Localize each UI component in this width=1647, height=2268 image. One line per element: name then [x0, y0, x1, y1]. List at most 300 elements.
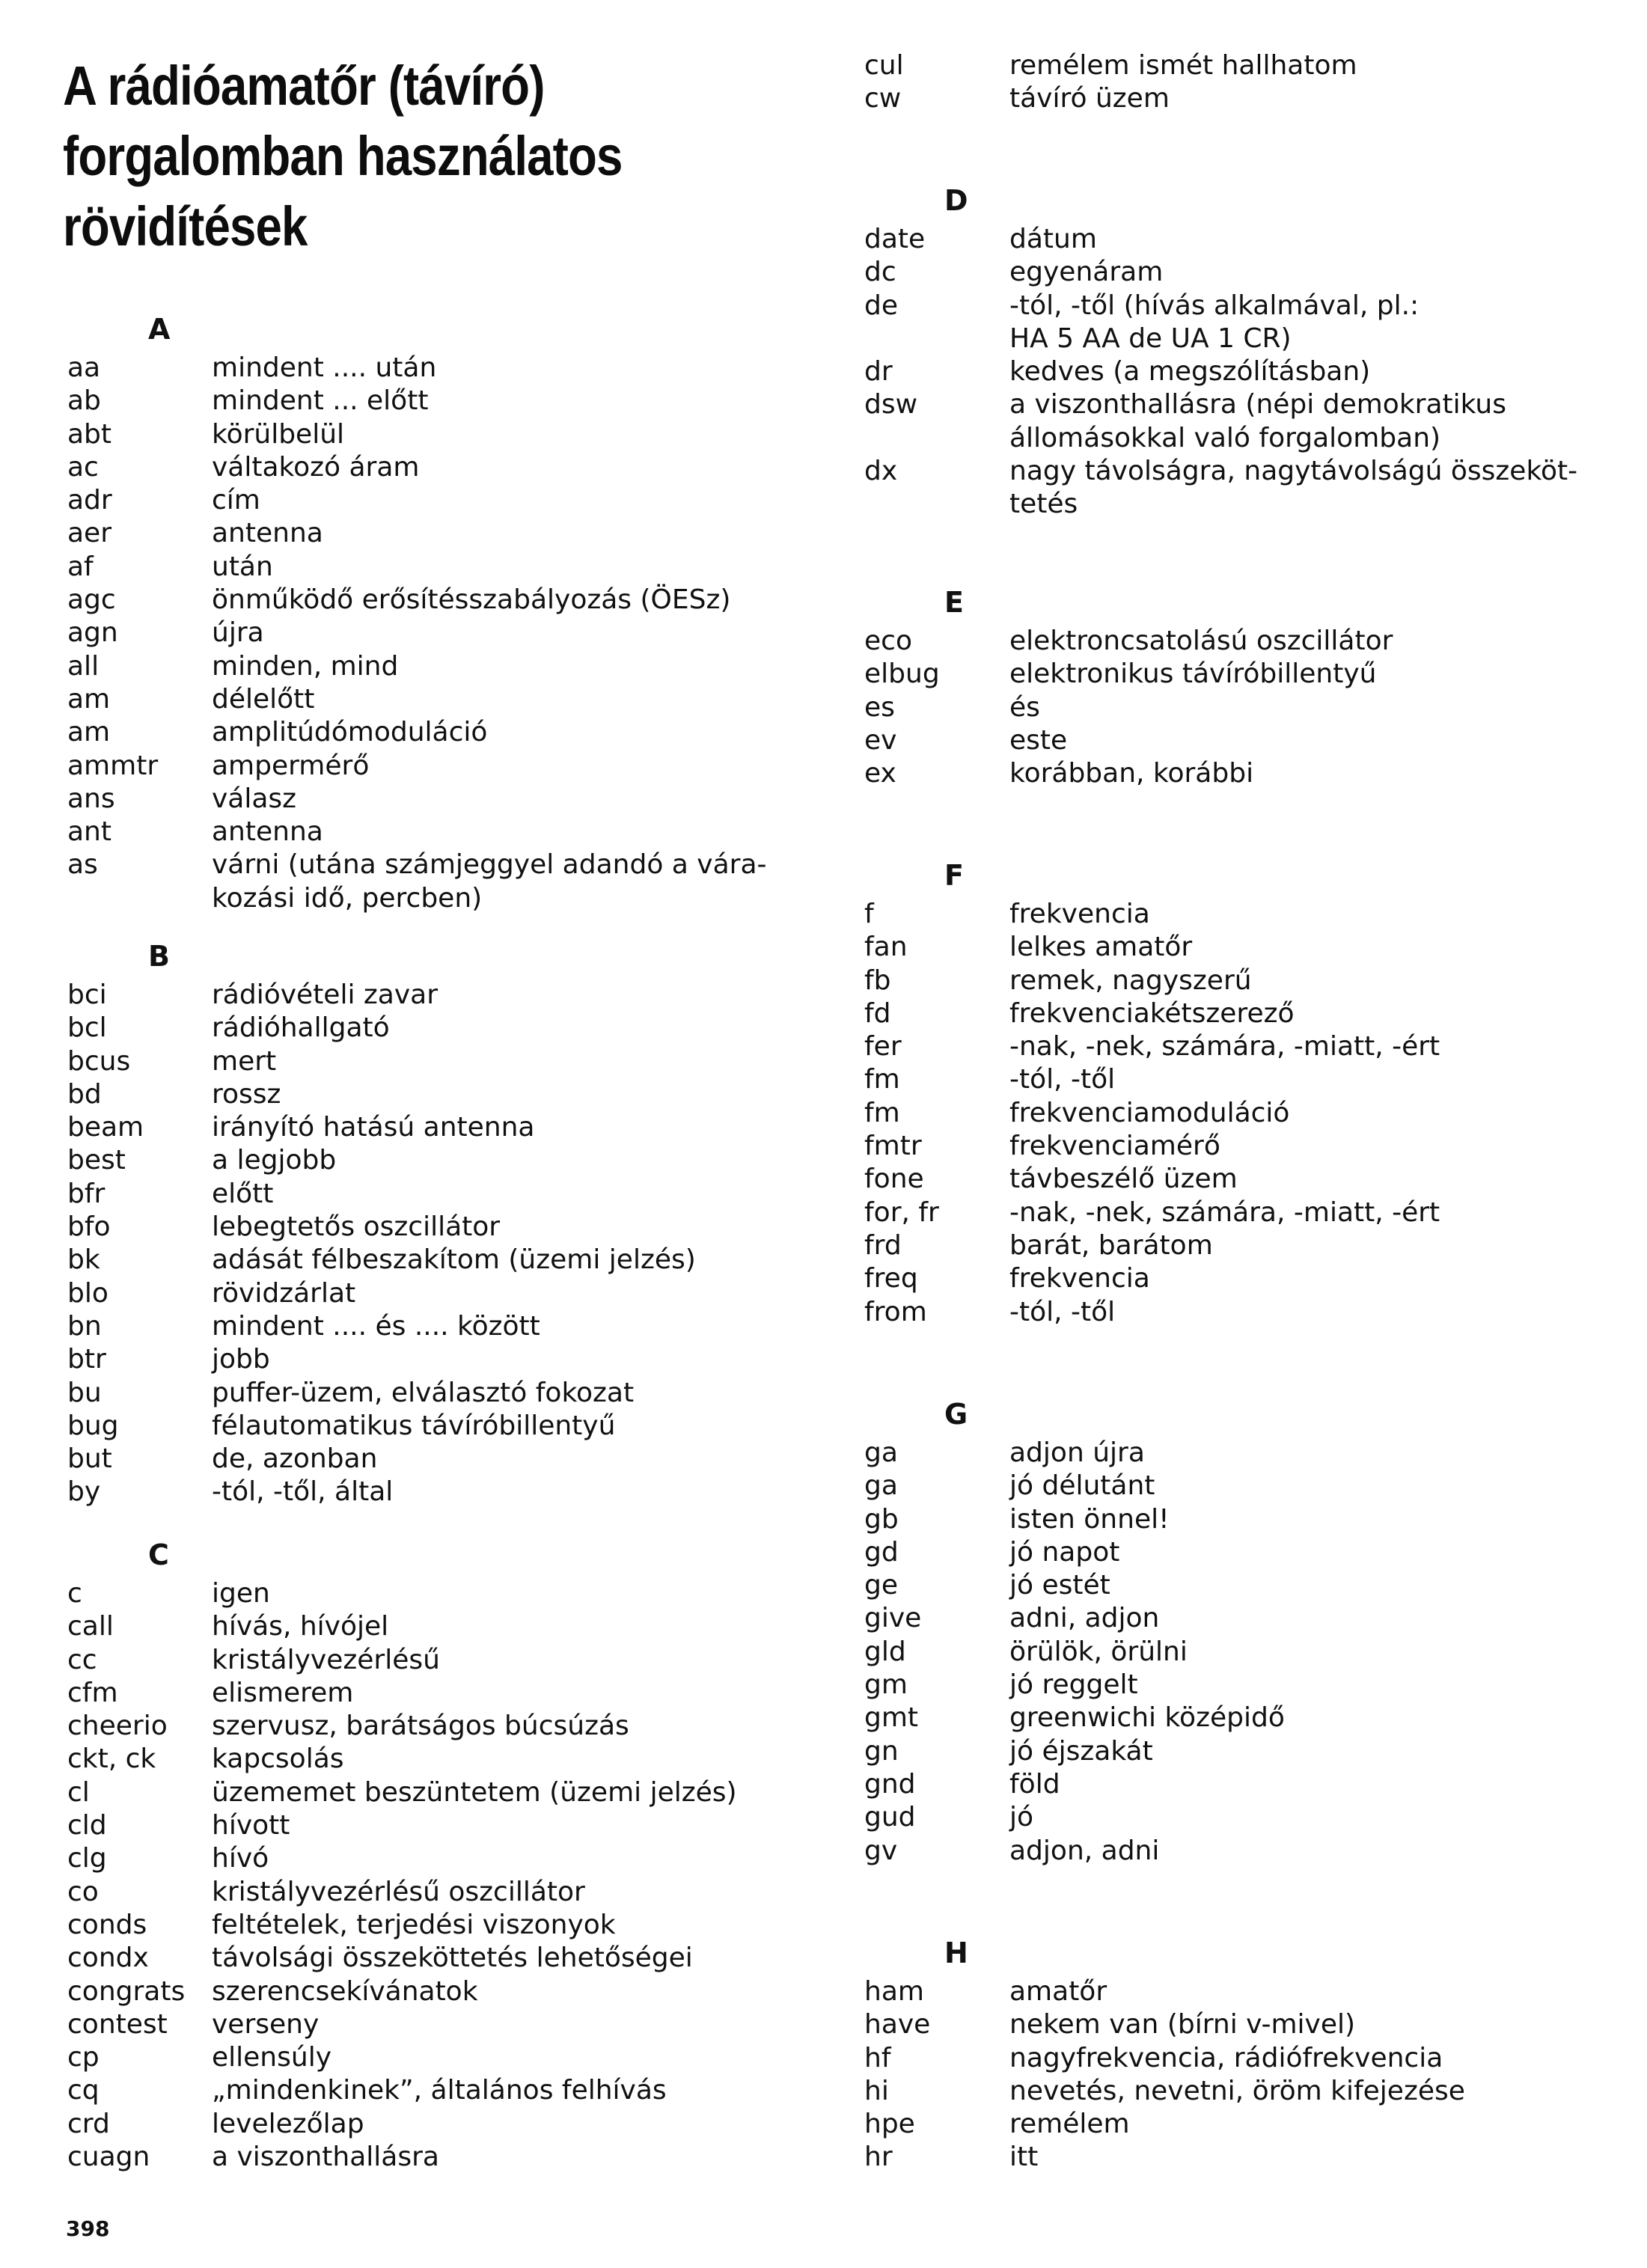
abbreviation: c [67, 1578, 82, 1609]
meaning: irányító hatású antenna [212, 1112, 535, 1143]
meaning: váltakozó áram [212, 451, 420, 483]
entry-row [864, 1503, 1285, 1536]
entry-list [864, 898, 1440, 1329]
entry-row [67, 882, 767, 915]
meaning: frekvenciamérő [1009, 1131, 1220, 1162]
abbreviation: fone [864, 1164, 924, 1195]
entry-row [67, 1942, 737, 1975]
abbreviation: agn [67, 617, 118, 649]
entry-row [67, 683, 767, 716]
abbreviation: adr [67, 485, 112, 516]
meaning: mindent ... előtt [212, 385, 429, 417]
meaning: rossz [212, 1078, 281, 1110]
entry-list [864, 1975, 1465, 2174]
entry-row [67, 1343, 696, 1376]
meaning: előtt [212, 1178, 274, 1209]
entry-list [67, 352, 767, 915]
entry-row [67, 1710, 737, 1743]
abbreviation: fmtr [864, 1131, 922, 1162]
entry-row [67, 979, 696, 1012]
meaning: HA 5 AA de UA 1 CR) [1009, 323, 1292, 354]
meaning: kozási idő, percben) [212, 882, 483, 914]
meaning: ampermérő [212, 750, 370, 781]
abbreviation: bu [67, 1377, 102, 1408]
meaning: a viszonthallásra [212, 2142, 439, 2173]
abbreviation: cheerio [67, 1711, 168, 1742]
abbreviation: gv [864, 1835, 898, 1866]
entry-row [67, 783, 767, 816]
meaning: önműködő erősítésszabályozás (ÖESz) [212, 584, 731, 616]
meaning: antenna [212, 518, 323, 549]
entry-row [864, 997, 1440, 1030]
meaning: és [1009, 691, 1040, 723]
meaning: jó estét [1009, 1570, 1110, 1601]
entry-row [864, 2075, 1465, 2108]
abbreviation: gb [864, 1503, 899, 1535]
abbreviation: contest [67, 2008, 168, 2040]
entry-row [864, 323, 1577, 355]
abbreviation: gm [864, 1669, 908, 1701]
abbreviation: bcus [67, 1045, 131, 1077]
meaning: -nak, -nek, számára, -miatt, -ért [1009, 1031, 1440, 1063]
abbreviation: cp [67, 2042, 100, 2073]
meaning: lelkes amatőr [1009, 932, 1193, 963]
meaning: antenna [212, 816, 323, 848]
abbreviation: fm [864, 1064, 900, 1095]
meaning: ellensúly [212, 2042, 331, 2073]
entry-row [67, 1776, 737, 1809]
entry-row [864, 223, 1577, 256]
entry-row [67, 551, 767, 584]
abbreviation: dsw [864, 389, 918, 421]
meaning: feltételek, terjedési viszonyok [212, 1909, 616, 1940]
entry-row [67, 750, 767, 783]
meaning: adását félbeszakítom (üzemi jelzés) [212, 1244, 696, 1276]
entry-row [864, 1437, 1285, 1470]
abbreviation: blo [67, 1277, 109, 1309]
meaning: hívott [212, 1810, 290, 1841]
meaning: szerencsekívánatok [212, 1975, 478, 2007]
meaning: -tól, -től [1009, 1296, 1116, 1327]
entry-row [864, 1130, 1440, 1163]
entry-row [67, 2108, 737, 2141]
meaning: jobb [212, 1344, 270, 1375]
meaning: -tól, -től [1009, 1064, 1116, 1095]
abbreviation: give [864, 1603, 922, 1634]
meaning: remélem [1009, 2109, 1130, 2140]
abbreviation: cld [67, 1810, 107, 1841]
abbreviation: fb [864, 965, 891, 996]
abbreviation: congrats [67, 1975, 186, 2007]
abbreviation: hf [864, 2042, 891, 2073]
entry-row [864, 1602, 1285, 1635]
section-letter: B [148, 940, 170, 973]
meaning: frekvencia [1009, 1263, 1150, 1295]
abbreviation: hpe [864, 2109, 915, 2140]
entry-row [864, 1536, 1285, 1569]
entry-row [67, 1876, 737, 1909]
abbreviation: bci [67, 979, 107, 1010]
entry-row [864, 1196, 1440, 1229]
entry-row [864, 256, 1577, 289]
entry-row [864, 1636, 1285, 1669]
entry-row [864, 2042, 1465, 2075]
entry-row [864, 625, 1393, 658]
abbreviation: de [864, 290, 898, 321]
entry-row [67, 1476, 696, 1509]
abbreviation: ant [67, 816, 111, 848]
section-letter: A [148, 313, 171, 346]
meaning: jó [1009, 1802, 1034, 1833]
meaning: rádióvételi zavar [212, 979, 439, 1010]
abbreviation: co [67, 1876, 99, 1907]
entry-row [864, 1163, 1440, 1196]
abbreviation: but [67, 1443, 112, 1475]
meaning: nevetés, nevetni, öröm kifejezése [1009, 2075, 1465, 2106]
entry-row [864, 1229, 1440, 1262]
entry-row [864, 2008, 1465, 2041]
entry-row [864, 931, 1440, 964]
abbreviation: gud [864, 1802, 916, 1833]
abbreviation: crd [67, 2108, 110, 2139]
entry-row [864, 49, 1357, 82]
abbreviation: from [864, 1296, 927, 1327]
abbreviation: btr [67, 1344, 106, 1375]
abbreviation: have [864, 2009, 931, 2041]
abbreviation: ga [864, 1437, 898, 1468]
section-letter: C [148, 1538, 169, 1571]
meaning: tetés [1009, 489, 1078, 520]
entry-row [864, 691, 1393, 724]
entry-row [864, 1097, 1440, 1130]
meaning: elismerem [212, 1677, 354, 1708]
entry-row [864, 1975, 1465, 2008]
meaning: kristályvezérlésű oszcillátor [212, 1876, 585, 1907]
entry-row [864, 388, 1577, 421]
entry-row [67, 2074, 737, 2107]
meaning: egyenáram [1009, 257, 1164, 288]
meaning: „mindenkinek”, általános felhívás [212, 2075, 667, 2106]
abbreviation: fer [864, 1031, 902, 1063]
entry-row [67, 1443, 696, 1476]
entry-row [864, 724, 1393, 757]
abbreviation: gd [864, 1536, 899, 1568]
meaning: szervusz, barátságos búcsúzás [212, 1711, 629, 1742]
abbreviation: aa [67, 352, 101, 383]
meaning: nagyfrekvencia, rádiófrekvencia [1009, 2042, 1443, 2073]
entry-row [864, 1801, 1285, 1834]
meaning: után [212, 551, 273, 582]
abbreviation: cw [864, 83, 902, 114]
meaning: amatőr [1009, 1976, 1107, 2007]
entry-row [864, 658, 1393, 691]
section-letter: H [944, 1937, 968, 1969]
abbreviation: ckt, ck [67, 1743, 156, 1775]
meaning: félautomatikus távíróbillentyű [212, 1410, 616, 1441]
abbreviation: freq [864, 1263, 918, 1295]
abbreviation [864, 422, 1009, 455]
entry-row [864, 1835, 1285, 1868]
entry-row [67, 1610, 737, 1643]
abbreviation: aer [67, 518, 112, 549]
abbreviation [864, 323, 1009, 355]
section-letter: F [944, 859, 964, 892]
entry-row [864, 1063, 1440, 1096]
abbreviation: for, fr [864, 1196, 939, 1228]
abbreviation: f [864, 899, 874, 929]
meaning: a legjobb [212, 1145, 337, 1176]
entry-row [67, 1244, 696, 1277]
entry-row [67, 1277, 696, 1310]
meaning: verseny [212, 2008, 320, 2040]
abbreviation: bcl [67, 1012, 107, 1044]
meaning: levelezőlap [212, 2108, 364, 2139]
abbreviation: cfm [67, 1677, 118, 1708]
abbreviation: am [67, 717, 111, 748]
entry-row [67, 1111, 696, 1144]
title-line-2: forgalomban használatos [63, 125, 623, 187]
entry-row [67, 1410, 696, 1443]
entry-row [67, 451, 767, 484]
meaning: állomásokkal való forgalomban) [1009, 422, 1441, 453]
meaning: a viszonthallásra (népi demokratikus [1009, 389, 1506, 421]
meaning: frekvencia [1009, 899, 1150, 929]
entry-row [67, 1078, 696, 1111]
abbreviation: ans [67, 783, 115, 814]
meaning: jó délutánt [1009, 1470, 1155, 1502]
entry-row [67, 584, 767, 617]
entry-row [67, 517, 767, 550]
entry-row [67, 1743, 737, 1776]
abbreviation: bfo [67, 1211, 111, 1243]
abbreviation: clg [67, 1843, 107, 1874]
meaning: hívás, hívójel [212, 1611, 389, 1642]
abbreviation [864, 488, 1009, 521]
entry-row [67, 617, 767, 649]
entry-row [864, 1669, 1285, 1702]
meaning: távíró üzem [1009, 83, 1170, 114]
title-line-3: rövidítések [63, 195, 308, 257]
entry-row [67, 650, 767, 683]
meaning: -tól, -től, által [212, 1476, 394, 1508]
abbreviation: cq [67, 2075, 100, 2106]
entry-row [67, 1012, 696, 1045]
entry-row [864, 1702, 1285, 1734]
abbreviation: hi [864, 2075, 889, 2106]
meaning: válasz [212, 783, 297, 814]
entry-list [864, 1437, 1285, 1868]
abbreviation: fan [864, 932, 908, 963]
meaning: nekem van (bírni v-mivel) [1009, 2009, 1356, 2041]
meaning: körülbelül [212, 418, 345, 450]
meaning: puffer-üzem, elválasztó fokozat [212, 1377, 635, 1408]
meaning: jó napot [1009, 1536, 1120, 1568]
meaning: jó éjszakát [1009, 1735, 1153, 1767]
abbreviation: ga [864, 1470, 898, 1502]
entry-row [67, 849, 767, 881]
title-line-1: A rádióamatőr (távíró) [63, 55, 545, 117]
entry-row [864, 1262, 1440, 1295]
abbreviation: bd [67, 1078, 102, 1110]
meaning: üzememet beszüntetem (üzemi jelzés) [212, 1776, 737, 1808]
abbreviation: cul [864, 50, 904, 81]
meaning: remek, nagyszerű [1009, 965, 1252, 996]
entry-row [67, 2041, 737, 2074]
meaning: mert [212, 1045, 277, 1077]
entry-list [864, 49, 1357, 116]
entry-list [864, 223, 1577, 522]
abbreviation: bug [67, 1410, 119, 1441]
abbreviation: fm [864, 1097, 900, 1128]
meaning: de, azonban [212, 1443, 378, 1475]
entry-row [864, 488, 1577, 521]
entry-row [864, 82, 1357, 115]
abbreviation: call [67, 1611, 114, 1642]
abbreviation: fd [864, 997, 891, 1029]
abbreviation: es [864, 691, 895, 723]
entry-row [864, 1030, 1440, 1063]
meaning: délelőtt [212, 683, 315, 715]
entry-row [67, 1211, 696, 1244]
entry-row [67, 716, 767, 749]
entry-row [864, 2141, 1465, 2174]
entry-row [67, 816, 767, 849]
entry-list [864, 625, 1393, 790]
entry-row [67, 1975, 737, 2008]
entry-list [67, 979, 696, 1509]
abbreviation: abt [67, 418, 112, 450]
meaning: elektronikus távíróbillentyű [1009, 658, 1377, 690]
entry-row [67, 1842, 737, 1875]
entry-row [864, 1470, 1285, 1503]
meaning: kapcsolás [212, 1743, 344, 1775]
abbreviation: best [67, 1145, 126, 1176]
entry-row [864, 455, 1577, 488]
entry-row [864, 422, 1577, 455]
meaning: föld [1009, 1768, 1060, 1800]
entry-row [864, 290, 1577, 323]
meaning: hívó [212, 1843, 269, 1874]
entry-row [67, 1677, 737, 1710]
meaning: itt [1009, 2142, 1039, 2173]
entry-row [67, 1644, 737, 1677]
abbreviation: ex [864, 758, 896, 789]
abbreviation: by [67, 1476, 101, 1508]
abbreviation: dr [864, 356, 893, 388]
meaning: újra [212, 617, 264, 649]
abbreviation: date [864, 224, 926, 254]
abbreviation: cl [67, 1776, 90, 1808]
entry-row [67, 1377, 696, 1410]
meaning: lebegtetős oszcillátor [212, 1211, 501, 1243]
entry-list [67, 1577, 737, 2174]
abbreviation: elbug [864, 658, 940, 690]
abbreviation: ge [864, 1570, 898, 1601]
abbreviation: bn [67, 1310, 102, 1342]
entry-row [67, 1809, 737, 1842]
meaning: örülök, örülni [1009, 1636, 1188, 1667]
abbreviation: conds [67, 1909, 147, 1940]
abbreviation: beam [67, 1112, 144, 1143]
meaning: dátum [1009, 224, 1097, 254]
abbreviation: bk [67, 1244, 100, 1276]
abbreviation: all [67, 650, 100, 682]
meaning: frekvenciakétszerező [1009, 997, 1295, 1029]
abbreviation: dx [864, 456, 898, 487]
meaning: -nak, -nek, számára, -miatt, -ért [1009, 1196, 1440, 1228]
meaning: remélem ismét hallhatom [1009, 50, 1357, 81]
section-letter: D [944, 184, 968, 217]
meaning: várni (utána számjeggyel adandó a vára- [212, 849, 767, 881]
meaning: igen [212, 1578, 270, 1609]
meaning: mindent .... és .... között [212, 1310, 540, 1342]
abbreviation: hr [864, 2142, 893, 2173]
meaning: mindent .... után [212, 352, 437, 383]
section-letter: G [944, 1398, 968, 1431]
meaning: rádióhallgató [212, 1012, 390, 1044]
abbreviation: condx [67, 1943, 149, 1974]
meaning: kedves (a megszólításban) [1009, 356, 1371, 388]
abbreviation: ev [864, 724, 897, 756]
meaning: adjon, adni [1009, 1835, 1160, 1866]
meaning: távbeszélő üzem [1009, 1164, 1238, 1195]
abbreviation: gn [864, 1735, 899, 1767]
entry-row [864, 898, 1440, 931]
entry-row [864, 965, 1440, 997]
abbreviation: as [67, 849, 98, 881]
abbreviation: cuagn [67, 2142, 150, 2173]
entry-row [67, 1577, 737, 1610]
abbreviation [67, 882, 212, 915]
entry-row [864, 1768, 1285, 1801]
meaning: frekvenciamoduláció [1009, 1097, 1290, 1128]
entry-row [864, 757, 1393, 790]
meaning: nagy távolságra, nagytávolságú összeköt- [1009, 456, 1578, 487]
abbreviation: gld [864, 1636, 906, 1667]
abbreviation: cc [67, 1644, 97, 1675]
meaning: adjon újra [1009, 1437, 1145, 1468]
entry-row [864, 1735, 1285, 1768]
meaning: amplitúdómoduláció [212, 717, 488, 748]
abbreviation: ham [864, 1976, 924, 2007]
meaning: este [1009, 724, 1068, 756]
meaning: rövidzárlat [212, 1277, 356, 1309]
meaning: távolsági összeköttetés lehetőségei [212, 1943, 693, 1974]
abbreviation: bfr [67, 1178, 106, 1209]
abbreviation: af [67, 551, 94, 582]
entry-row [67, 2008, 737, 2041]
page-title [63, 51, 706, 262]
entry-row [67, 418, 767, 451]
entry-row [864, 355, 1577, 388]
abbreviation: gmt [864, 1702, 919, 1734]
entry-row [864, 1569, 1285, 1602]
entry-row [67, 385, 767, 418]
meaning: minden, mind [212, 650, 399, 682]
abbreviation: agc [67, 584, 116, 616]
abbreviation: ac [67, 451, 99, 483]
entry-row [67, 484, 767, 517]
abbreviation: ammtr [67, 750, 159, 781]
entry-row [67, 1909, 737, 1942]
entry-row [67, 352, 767, 385]
abbreviation: gnd [864, 1768, 916, 1800]
abbreviation: frd [864, 1229, 902, 1261]
meaning: -tól, -től (hívás alkalmával, pl.: [1009, 290, 1420, 321]
meaning: barát, barátom [1009, 1229, 1213, 1261]
meaning: isten önnel! [1009, 1503, 1170, 1535]
meaning: greenwichi középidő [1009, 1702, 1285, 1734]
